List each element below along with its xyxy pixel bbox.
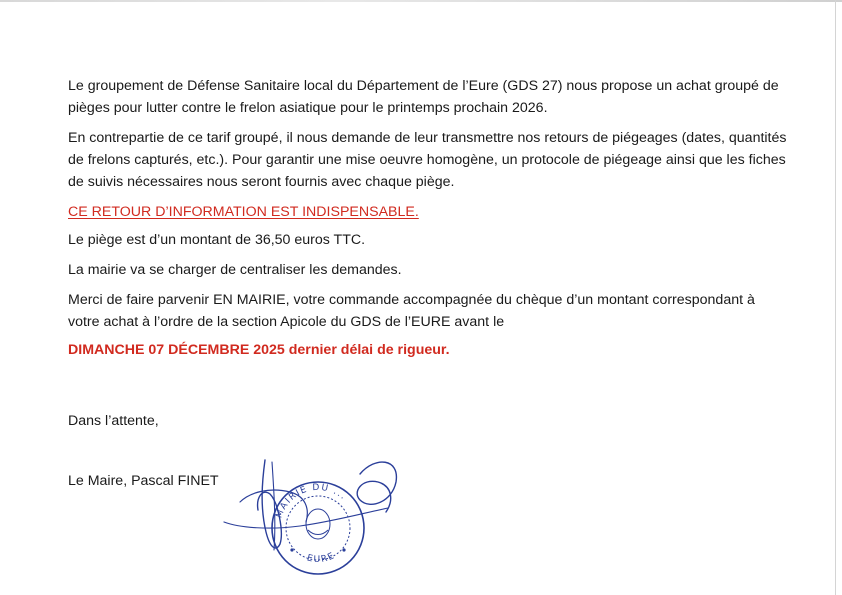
alert-text: CE RETOUR D’INFORMATION EST INDISPENSABLE. bbox=[68, 204, 419, 220]
scan-edge-right bbox=[835, 0, 836, 595]
paragraph-price: Le piège est d’un montant de 36,50 euros TTC. bbox=[68, 232, 366, 248]
paragraph-mairie: La mairie va se charger de centraliser les demandes. bbox=[68, 262, 402, 278]
seal-inner-ring bbox=[286, 496, 350, 560]
seal-top-text: MAIRIE DU ... bbox=[274, 482, 349, 520]
seal-star bbox=[342, 548, 345, 551]
deadline-notice: DIMANCHE 07 DÉCEMBRE 2025 dernier délai de rigueur. bbox=[68, 342, 450, 358]
seal-star bbox=[290, 548, 293, 551]
signature-stroke bbox=[357, 462, 396, 512]
alert-notice bbox=[68, 201, 788, 223]
letter-body bbox=[68, 75, 788, 369]
paragraph-feedback-request: En contrepartie de ce tarif groupé, il nous demande de leur transmettre nos retours de piégeages (dates, quantités de frelons capturés, etc.). Pour garantir une mise oeuvre homogène, un protocole de piégeage ainsi que les fiches de suivis nécessaires nous seront fournis avec chaque piège. bbox=[68, 130, 787, 190]
scan-edge-top bbox=[0, 0, 842, 2]
paragraph-order-instructions: Merci de faire parvenir EN MAIRIE, votre commande accompagnée du chèque d’un montant correspondant à votre achat à l’ordre de la section Apicole du GDS de l’EURE avant le bbox=[68, 292, 755, 330]
paragraph-gds-offer: Le groupement de Défense Sanitaire local du Département de l’Eure (GDS 27) nous propose un achat groupé de pièges pour lutter contre le frelon asiatique pour le printemps prochain 2026. bbox=[68, 78, 779, 116]
seal-bottom-text: EURE bbox=[305, 550, 337, 566]
seal-graphic bbox=[210, 452, 420, 582]
seal-emblem bbox=[308, 530, 328, 535]
signature-and-seal bbox=[210, 452, 420, 582]
closing-line: Dans l’attente, bbox=[68, 413, 159, 429]
signature-line: Le Maire, Pascal FINET bbox=[68, 473, 219, 489]
signature-stroke bbox=[258, 460, 282, 548]
